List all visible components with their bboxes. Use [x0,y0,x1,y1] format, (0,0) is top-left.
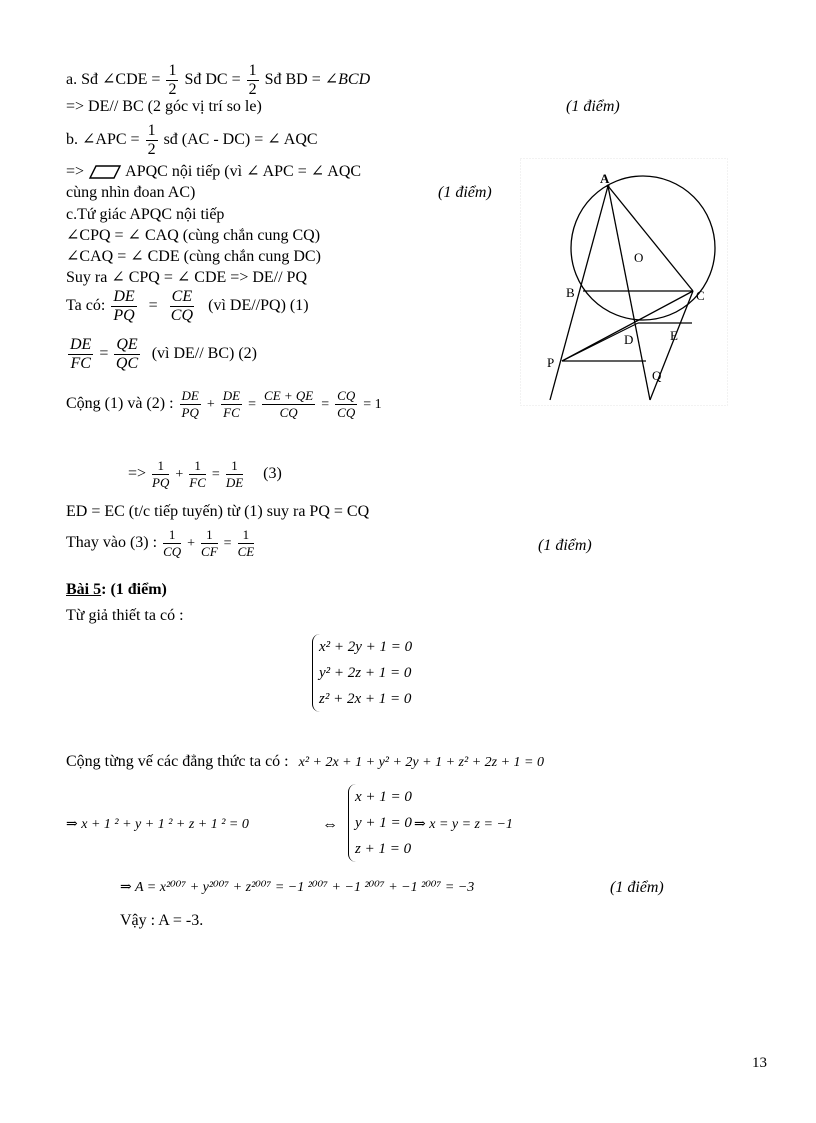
line-c1: c.Tứ giác APQC nội tiếp [66,206,225,223]
sys1-eq3: z² + 2x + 1 = 0 [319,691,412,707]
text-cong: Cộng (1) và (2) : [66,395,174,413]
bai5-title-rest: : (1 điểm) [101,581,167,598]
label-e: E [670,328,678,343]
text-a-mid1: Sđ DC = [184,71,241,89]
score-b: (1 điểm) [438,184,492,201]
text-cong-pre: Cộng từng vế các đẳng thức ta có : [66,753,289,770]
score-bai5: (1 điểm) [610,879,664,896]
label-d: D [624,332,634,347]
label-p: P [547,355,555,370]
line-aq [608,186,650,400]
bai5-intro: Từ giả thiết ta có : [66,607,184,624]
reason-1: (vì DE//PQ) (1) [208,297,309,315]
line-a-value: ⇒ A = x²⁰⁰⁷ + y²⁰⁰⁷ + z²⁰⁰⁷ = −1 ²⁰⁰⁷ + −1 ²⁰⁰⁷ + −1 ²⁰⁰⁷ = −3 [120,880,475,895]
equals: = [148,297,158,315]
line-sum [66,388,382,421]
line-cp [562,291,693,361]
line-taco [66,288,309,325]
sys2-eq1: x + 1 = 0 [355,789,412,805]
line-c2: ∠CPQ = ∠ CAQ (cùng chắn cung CQ) [66,227,321,244]
plus-g: + [175,467,184,483]
equals-3: = [248,397,257,413]
line-c3: ∠CAQ = ∠ CDE (cùng chắn cung DC) [66,248,321,265]
line-a1 [66,62,370,99]
text-a-start: a. Sđ ∠CDE = [66,71,161,89]
line-cong [66,752,544,773]
line-ed: ED = EC (t/c tiếp tuyến) từ (1) suy ra PQ = CQ [66,503,370,520]
fraction-half: $\frac{1}{2}$ [168,62,177,98]
sys1-eq1: x² + 2y + 1 = 0 [319,639,413,655]
conclusion: Vậy : A = -3. [120,912,204,929]
fraction-ce-cq: $\frac{CE}{CQ}$ [170,288,194,324]
line-c4: Suy ra ∠ CPQ = ∠ CDE => DE// PQ [66,269,308,286]
score-a: (1 điểm) [566,98,620,115]
plus-1: + [206,397,215,413]
fraction-half-b: $\frac{1}{2}$ [147,122,156,158]
label-3: (3) [263,465,282,483]
fraction-g3: $\frac{1}{DE}$ [225,458,244,490]
text-a-end: ∠BCD [324,71,371,89]
circle-o [571,176,715,320]
text-taco: Ta có: [66,297,106,315]
line-a2: => DE// BC (2 góc vị trí so le) [66,98,262,115]
fraction-de-fc: $\frac{DE}{FC}$ [70,336,92,372]
equals-4: = [321,397,330,413]
fraction-half-2: $\frac{1}{2}$ [248,62,257,98]
line-xyz: ⇒ x = y = z = −1 [414,817,513,832]
text-a-mid2: Sđ BD = [264,71,321,89]
line-squares: ⇒ x + 1 ² + y + 1 ² + z + 1 ² = 0 [66,817,249,832]
line-thay [66,527,256,560]
text-thay: Thay vào (3) : [66,534,158,552]
line-ap [550,186,608,400]
line-b3: cùng nhìn đoan AC) [66,184,196,201]
line-b1 [66,122,318,159]
line-b2 [66,162,361,182]
sys2-eq3: z + 1 = 0 [355,841,412,857]
equals-g: = [211,467,220,483]
fraction-s4: $\frac{CQ}{CQ}$ [337,388,356,420]
page-number: 13 [752,1055,767,1071]
label-o: O [634,250,644,265]
bai5-title: Bài 5 [66,581,102,598]
text-cong-eq: x² + 2x + 1 + y² + 2y + 1 + z² + 2z + 1 = 0 [298,755,544,770]
fraction-s2: $\frac{DE}{FC}$ [222,388,241,420]
fraction-s3: $\frac{CE + QE}{CQ}$ [264,388,314,420]
fraction-h3: $\frac{1}{CE}$ [237,527,255,559]
iff-symbol: ⇔ [322,816,338,833]
text-b-rest: sđ (AC - DC) = ∠ AQC [163,131,318,149]
fraction-s1: $\frac{DE}{PQ}$ [181,388,199,420]
fraction-g1: $\frac{1}{PQ}$ [152,458,170,490]
parallelogram-icon [88,164,122,180]
label-b: B [566,285,575,300]
text-b2-post: APQC nội tiếp (vì ∠ APC = ∠ AQC [125,163,362,180]
fraction-de-pq: $\frac{DE}{PQ}$ [113,288,135,324]
equals-h: = [223,536,232,552]
sys2-eq2: y + 1 = 0 [355,815,412,831]
label-a: A [600,171,610,186]
plus-h: + [187,536,196,552]
line-ac [608,186,693,291]
score-c: (1 điểm) [538,537,592,554]
system-equations-2 [348,784,412,862]
bai5-heading [66,580,167,600]
sys1-eq2: y² + 2z + 1 = 0 [319,665,412,681]
label-c: C [696,288,705,303]
reason-2: (vì DE// BC) (2) [151,345,258,363]
line-eq3 [128,458,282,491]
line-cq [650,291,693,400]
implies: => [128,465,147,483]
fraction-h1: $\frac{1}{CQ}$ [163,527,182,559]
system-equations-1 [312,634,412,712]
text-b2-pre: => [66,163,85,180]
equals-2: = [99,345,109,363]
fraction-qe-qc: $\frac{QE}{QC}$ [115,336,139,372]
fraction-h2: $\frac{1}{CF}$ [201,527,218,559]
label-q: Q [652,368,662,383]
fraction-g2: $\frac{1}{FC}$ [189,458,206,490]
equals-one: = 1 [363,397,382,413]
line-eq2 [66,336,257,373]
geometry-figure [520,158,728,406]
text-b-start: b. ∠APC = [66,131,140,149]
